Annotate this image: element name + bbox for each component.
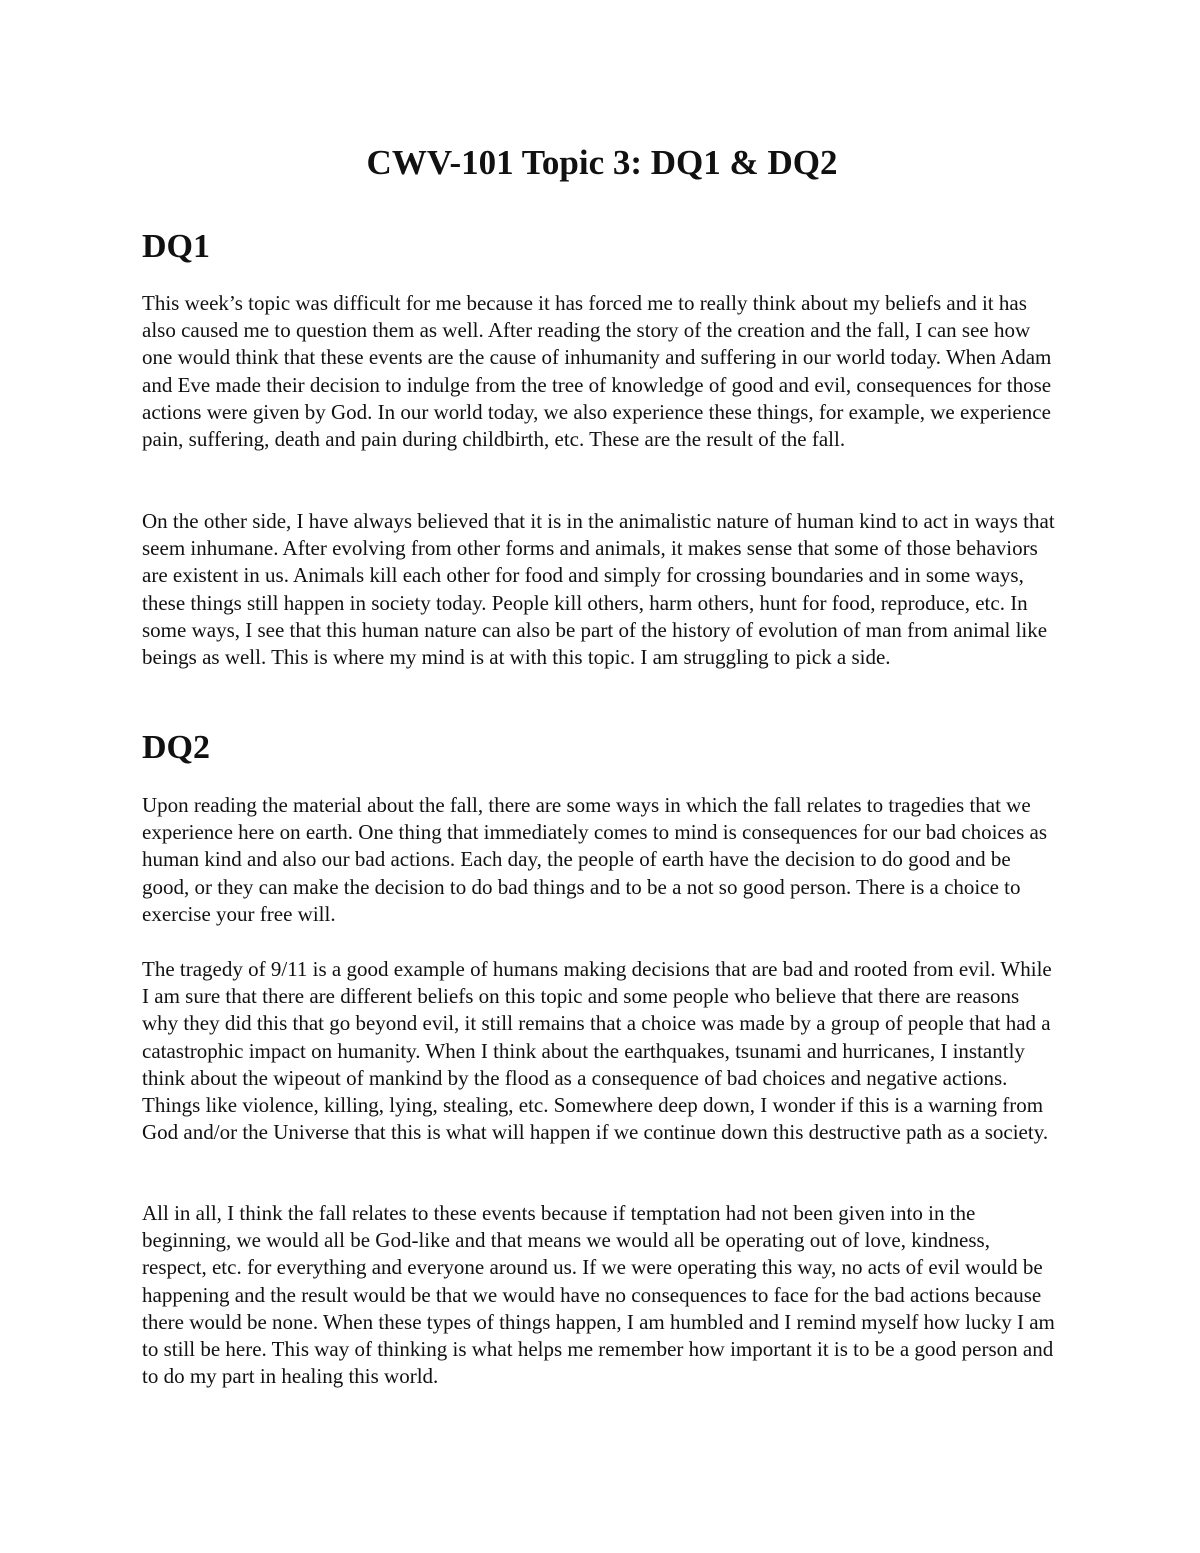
dq2-paragraph-3: All in all, I think the fall relates to these events because if temptation had not been given into in the beginning, we would all be God-like and that means we would all be operating out of love, kindness, respect, etc. for everything and everyone around us. If we were operating this way, no acts of evil would be happening and the result would be that we would have no consequences to face for the bad actions because there would be none. When these types of things happen, I am humbled and I remind myself how lucky I am to still be here. This way of thinking is what helps me remember how important it is to be a good person and to do my part in healing this world. (142, 1201, 1055, 1389)
dq2-paragraph-1: Upon reading the material about the fall, there are some ways in which the fall relates to tragedies that we experience here on earth. One thing that immediately comes to mind is consequences for our bad choices as human kind and also our bad actions. Each day, the people of earth have the decision to do good and be good, or they can make the decision to do bad things and to be a not so good person. There is a choice to exercise your free will. (142, 793, 1048, 926)
dq1-paragraph-1: This week’s topic was difficult for me because it has forced me to really think about my beliefs and it has also caused me to question them as well. After reading the story of the creation and the fall, I can see how one would think that these events are the cause of inhumanity and suffering in our world today. When Adam and Eve made their decision to indulge from the tree of knowledge of good and evil, consequences for those actions were given by God. In our world today, we also experience these things, for example, we experience pain, suffering, death and pain during childbirth, etc. These are the result of the fall. (142, 291, 1052, 452)
section-heading-dq2: DQ2 (142, 729, 210, 766)
document-title: CWV-101 Topic 3: DQ1 & DQ2 (366, 143, 838, 182)
dq1-paragraph-2: On the other side, I have always believed that it is in the animalistic nature of human kind to act in ways that seem inhumane. After evolving from other forms and animals, it makes sense that some of those behaviors are existent in us. Animals kill each other for food and simply for crossing boundaries and in some ways, these things still happen in society today. People kill others, harm others, hunt for food, reproduce, etc. In some ways, I see that this human nature can also be part of the history of evolution of man from animal like beings as well. This is where my mind is at with this topic. I am struggling to pick a side. (142, 509, 1055, 670)
dq2-paragraph-2: The tragedy of 9/11 is a good example of humans making decisions that are bad and rooted from evil. While I am sure that there are different beliefs on this topic and some people who believe that there are reasons why they did this that go beyond evil, it still remains that a choice was made by a group of people that had a catastrophic impact on humanity. When I think about the earthquakes, tsunami and hurricanes, I instantly think about the wipeout of mankind by the flood as a consequence of bad choices and negative actions. Things like violence, killing, lying, stealing, etc. Somewhere deep down, I wonder if this is a warning from God and/or the Universe that this is what will happen if we continue down this destructive path as a society. (142, 957, 1052, 1145)
section-heading-dq1: DQ1 (142, 228, 210, 265)
